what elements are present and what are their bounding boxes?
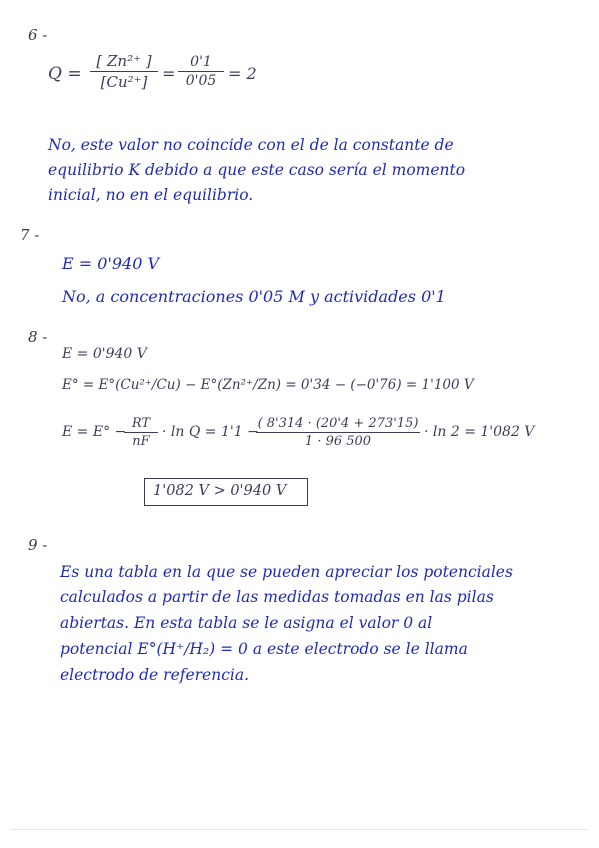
- question-6-number: 6 -: [28, 26, 48, 44]
- nernst-result: · ln 2 = 1'082 V: [424, 424, 535, 440]
- rt-over-nf: [124, 416, 158, 449]
- fraction-bar: [124, 432, 158, 433]
- q9-answer-line: abiertas. En esta tabla se le asigna el valor 0 al: [60, 614, 433, 632]
- question-7-number: 7 -: [20, 226, 40, 244]
- q-label: Q =: [48, 64, 82, 84]
- fraction-values: [178, 54, 224, 89]
- question-9-number: 9 -: [28, 536, 48, 554]
- fraction-bar: [256, 432, 420, 433]
- fraction-denominator: [Cu²⁺]: [100, 73, 148, 91]
- fraction-numerator: RT: [131, 416, 151, 431]
- q6-answer-line: No, este valor no coincide con el de la constante de: [48, 136, 454, 154]
- q9-answer-line: Es una tabla en la que se pueden apreciar los potenciales: [60, 563, 513, 581]
- fraction-numerator: ( 8'314 · (20'4 + 273'15): [257, 416, 419, 431]
- q9-answer-line: calculados a partir de las medidas tomadas en las pilas: [60, 588, 494, 606]
- boxed-comparison: 1'082 V > 0'940 V: [153, 483, 287, 499]
- fraction-denominator: 1 · 96 500: [304, 434, 372, 449]
- q6-answer-line: inicial, no en el equilibrio.: [48, 186, 254, 204]
- fraction-denominator: nF: [132, 434, 150, 449]
- nernst-label: E = E° −: [62, 424, 127, 440]
- result-box: [144, 478, 308, 506]
- equals-sign: =: [162, 64, 176, 83]
- question-8-number: 8 -: [28, 328, 48, 346]
- q9-answer-line: electrodo de referencia.: [60, 666, 250, 684]
- q-result: = 2: [228, 64, 257, 83]
- bottom-divider: [10, 829, 589, 830]
- fraction-bar: [90, 71, 158, 72]
- fraction-numerator: [ Zn²⁺ ]: [96, 52, 152, 70]
- fraction-numerator: 0'1: [190, 54, 212, 70]
- fraction-bar: [178, 71, 224, 72]
- q9-answer-line: potencial E°(H⁺/H₂) = 0 a este electrodo se le llama: [60, 640, 468, 658]
- lnq-part: · ln Q = 1'1 −: [162, 424, 259, 440]
- q8-measured-voltage: E = 0'940 V: [62, 346, 147, 362]
- q7-voltage: E = 0'940 V: [62, 254, 160, 273]
- q6-answer-line: equilibrio K debido a que este caso sería el momento: [48, 161, 466, 179]
- fraction-denominator: 0'05: [185, 73, 217, 89]
- q8-standard-potential: E° = E°(Cu²⁺/Cu) − E°(Zn²⁺/Zn) = 0'34 − (−0'76) = 1'100 V: [62, 377, 474, 393]
- nernst-fraction: [256, 416, 420, 449]
- fraction-concentrations: [90, 52, 158, 91]
- q7-answer: No, a concentraciones 0'05 M y actividades 0'1: [62, 287, 446, 306]
